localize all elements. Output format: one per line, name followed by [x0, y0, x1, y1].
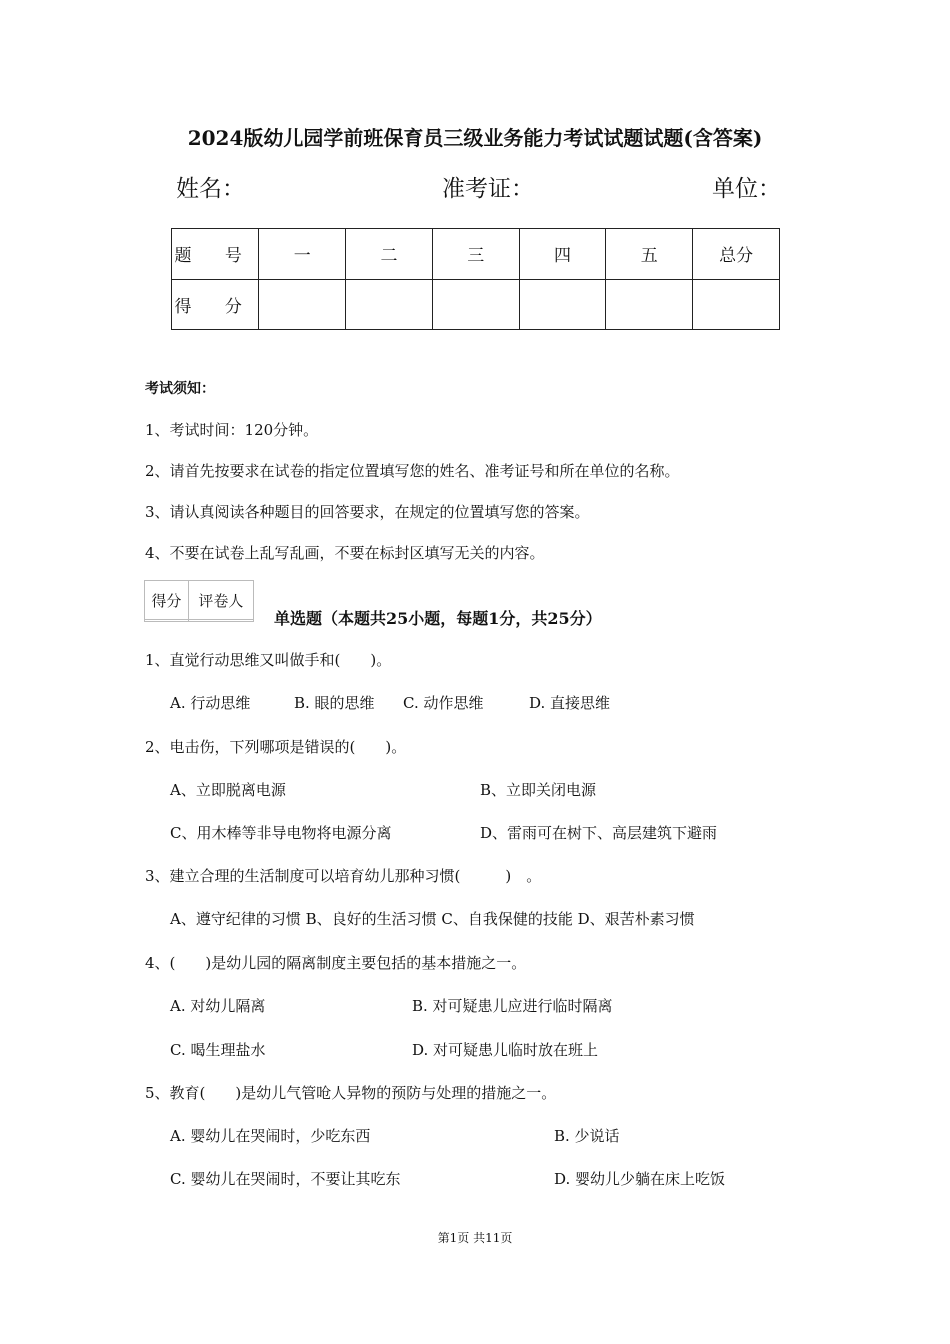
question-stem: 2、电击伤，下列哪项是错误的( )。 — [145, 738, 407, 756]
option: C. 喝生理盐水 — [170, 1041, 266, 1059]
option: C. 动作思维 — [403, 694, 484, 712]
grader-name-label: 评卷人 — [188, 581, 253, 620]
score-header-cell: 一 — [259, 229, 346, 280]
option: B. 眼的思维 — [294, 694, 375, 712]
page-footer: 第1页 共11页 — [437, 1231, 513, 1245]
score-input-cell[interactable] — [346, 279, 433, 330]
grader-score-cell[interactable] — [145, 620, 189, 622]
page-title: 2024版幼儿园学前班保育员三级业务能力考试试题试题(含答案) — [187, 126, 763, 150]
option: D. 对可疑患儿临时放在班上 — [412, 1041, 599, 1059]
grader-box — [144, 580, 254, 622]
grader-name-cell[interactable] — [188, 620, 253, 622]
question-stem: 5、教育( )是幼儿气管呛人异物的预防与处理的措施之一。 — [145, 1084, 557, 1102]
question-stem: 4、( )是幼儿园的隔离制度主要包括的基本措施之一。 — [145, 954, 527, 972]
option: A、立即脱离电源 — [170, 781, 286, 799]
score-table-header-row — [172, 229, 780, 280]
score-header-cell: 四 — [519, 229, 606, 280]
score-table-score-row — [172, 279, 780, 330]
score-input-cell[interactable] — [519, 279, 606, 330]
score-header-cell: 题 号 — [172, 229, 259, 280]
name-field-label: 姓名： — [176, 176, 245, 202]
option: A. 婴幼儿在哭闹时，少吃东西 — [170, 1127, 371, 1145]
exam-id-field-label: 准考证： — [442, 176, 534, 202]
notice-item: 3、请认真阅读各种题目的回答要求，在规定的位置填写您的答案。 — [145, 503, 590, 521]
notice-heading: 考试须知： — [145, 381, 215, 397]
option: A. 对幼儿隔离 — [170, 997, 266, 1015]
option: D. 直接思维 — [529, 694, 611, 712]
score-input-cell[interactable] — [606, 279, 693, 330]
option: B. 少说话 — [554, 1127, 620, 1145]
option: A. 行动思维 — [170, 694, 251, 712]
option: B、立即关闭电源 — [480, 781, 597, 799]
score-table — [171, 228, 780, 330]
unit-field-label: 单位： — [712, 176, 781, 202]
notice-item: 2、请首先按要求在试卷的指定位置填写您的姓名、准考证号和所在单位的名称。 — [145, 462, 680, 480]
score-input-cell[interactable] — [259, 279, 346, 330]
score-header-cell: 二 — [346, 229, 433, 280]
question-stem: 3、建立合理的生活制度可以培育幼儿那种习惯( ) 。 — [145, 867, 542, 885]
notice-item: 4、不要在试卷上乱写乱画，不要在标封区填写无关的内容。 — [145, 544, 545, 562]
score-header-cell: 五 — [606, 229, 693, 280]
question-stem: 1、直觉行动思维又叫做手和( )。 — [145, 651, 392, 669]
score-header-cell: 总分 — [693, 229, 780, 280]
score-header-cell: 三 — [432, 229, 519, 280]
option: A、遵守纪律的习惯 B、良好的生活习惯 C、自我保健的技能 D、艰苦朴素习惯 — [170, 910, 695, 928]
section-title: 单选题（本题共25小题，每题1分，共25分） — [274, 609, 602, 628]
grader-score-label: 得分 — [145, 581, 189, 620]
option: C、用木棒等非导电物将电源分离 — [170, 824, 392, 842]
score-input-cell[interactable] — [693, 279, 780, 330]
score-input-cell[interactable] — [432, 279, 519, 330]
option: B. 对可疑患儿应进行临时隔离 — [412, 997, 613, 1015]
notice-item: 1、考试时间：120分钟。 — [145, 421, 319, 439]
option: D. 婴幼儿少躺在床上吃饭 — [554, 1170, 726, 1188]
option: C. 婴幼儿在哭闹时，不要让其吃东 — [170, 1170, 401, 1188]
option: D、雷雨可在树下、高层建筑下避雨 — [480, 824, 718, 842]
score-row-label: 得 分 — [172, 279, 259, 330]
